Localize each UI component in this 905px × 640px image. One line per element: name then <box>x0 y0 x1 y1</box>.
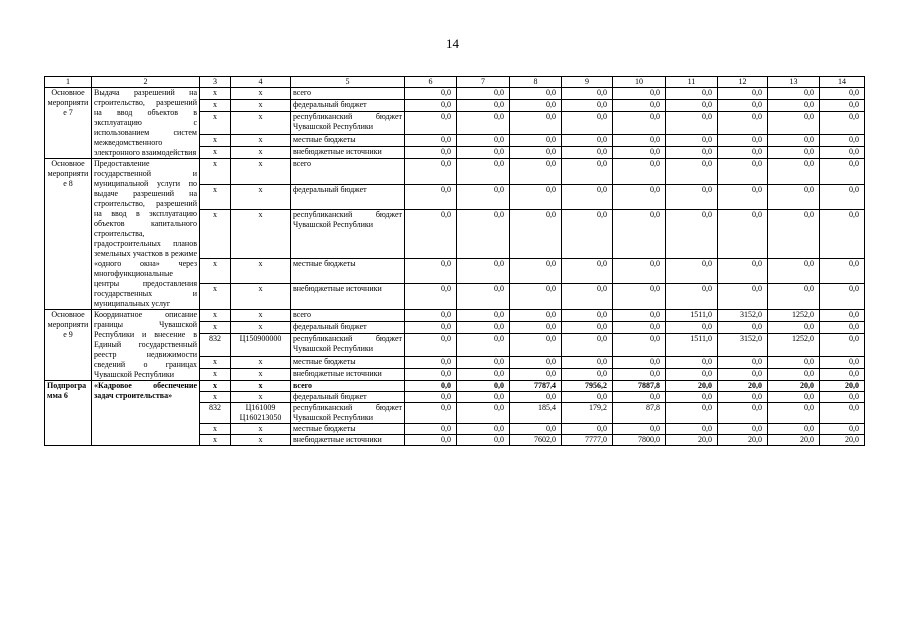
amount-cell: 0,0 <box>510 284 562 310</box>
funding-source-cell: всего <box>291 88 405 100</box>
amount-cell: 0,0 <box>562 112 613 135</box>
amount-cell: 0,0 <box>718 134 768 146</box>
funding-source-cell: всего <box>291 310 405 322</box>
amount-cell: 20,0 <box>820 435 865 446</box>
grbs-code-cell: x <box>200 310 231 322</box>
amount-cell: 0,0 <box>613 100 666 112</box>
amount-cell: 0,0 <box>510 184 562 210</box>
table-row <box>45 88 865 100</box>
amount-cell: 0,0 <box>562 210 613 259</box>
amount-cell: 0,0 <box>457 381 510 392</box>
amount-cell: 0,0 <box>457 134 510 146</box>
funding-source-cell: местные бюджеты <box>291 134 405 146</box>
amount-cell: 7777,0 <box>562 435 613 446</box>
amount-cell: 0,0 <box>666 368 718 380</box>
amount-cell: 0,0 <box>613 184 666 210</box>
amount-cell: 0,0 <box>613 392 666 403</box>
amount-cell: 0,0 <box>613 210 666 259</box>
amount-cell: 0,0 <box>457 112 510 135</box>
amount-cell: 0,0 <box>562 146 613 158</box>
amount-cell: 0,0 <box>562 424 613 435</box>
amount-cell: 0,0 <box>613 310 666 322</box>
amount-cell: 0,0 <box>613 258 666 284</box>
amount-cell: 0,0 <box>405 392 457 403</box>
amount-cell: 0,0 <box>666 184 718 210</box>
target-article-cell: x <box>231 184 291 210</box>
funding-source-cell: местные бюджеты <box>291 356 405 368</box>
row-group-description: «Кадровое обеспечение задач строительства» <box>92 381 200 446</box>
amount-cell: 0,0 <box>718 184 768 210</box>
amount-cell: 0,0 <box>613 368 666 380</box>
amount-cell: 0,0 <box>457 146 510 158</box>
target-article-cell: x <box>231 112 291 135</box>
amount-cell: 0,0 <box>405 258 457 284</box>
amount-cell: 0,0 <box>820 258 865 284</box>
grbs-code-cell: x <box>200 146 231 158</box>
amount-cell: 0,0 <box>457 322 510 334</box>
amount-cell: 0,0 <box>613 134 666 146</box>
amount-cell: 0,0 <box>768 112 820 135</box>
amount-cell: 1252,0 <box>768 334 820 357</box>
amount-cell: 0,0 <box>820 368 865 380</box>
amount-cell: 20,0 <box>666 435 718 446</box>
table-row <box>45 381 865 392</box>
funding-source-cell: федеральный бюджет <box>291 392 405 403</box>
amount-cell: 20,0 <box>768 381 820 392</box>
amount-cell: 0,0 <box>768 210 820 259</box>
amount-cell: 7787,4 <box>510 381 562 392</box>
amount-cell: 0,0 <box>613 334 666 357</box>
amount-cell: 87,8 <box>613 403 666 424</box>
amount-cell: 0,0 <box>562 134 613 146</box>
row-group-description: Выдача разрешений на строительство, разрешений на ввод объектов в эксплуатацию с использованием систем межведомственного электронного взаимодействия <box>92 88 200 159</box>
amount-cell: 20,0 <box>768 435 820 446</box>
amount-cell: 0,0 <box>457 284 510 310</box>
column-header: 8 <box>510 77 562 88</box>
amount-cell: 0,0 <box>666 100 718 112</box>
amount-cell: 0,0 <box>457 258 510 284</box>
target-article-cell: x <box>231 310 291 322</box>
amount-cell: 0,0 <box>405 184 457 210</box>
amount-cell: 0,0 <box>510 322 562 334</box>
amount-cell: 0,0 <box>457 310 510 322</box>
amount-cell: 0,0 <box>562 356 613 368</box>
row-group-name: Основное мероприятие 9 <box>45 310 92 381</box>
row-group-description: Предоставление государственной и муниципальной услуги по выдаче разрешений на строительство, разрешений на ввод в эксплуатацию объектов капитального строительства, градостроительных планов земельных участков в режиме «одного окна» через многофункциональные центры предоставления государственных и муниципальных услуг <box>92 159 200 310</box>
funding-source-cell: всего <box>291 381 405 392</box>
column-header: 6 <box>405 77 457 88</box>
target-article-cell: x <box>231 258 291 284</box>
amount-cell: 0,0 <box>718 322 768 334</box>
amount-cell: 0,0 <box>666 424 718 435</box>
amount-cell: 0,0 <box>613 424 666 435</box>
amount-cell: 0,0 <box>768 424 820 435</box>
amount-cell: 0,0 <box>768 184 820 210</box>
amount-cell: 0,0 <box>405 210 457 259</box>
column-header: 10 <box>613 77 666 88</box>
amount-cell: 0,0 <box>820 184 865 210</box>
amount-cell: 0,0 <box>510 310 562 322</box>
amount-cell: 0,0 <box>666 112 718 135</box>
row-group-name: Основное мероприятие 7 <box>45 88 92 159</box>
amount-cell: 0,0 <box>405 310 457 322</box>
amount-cell: 0,0 <box>510 258 562 284</box>
amount-cell: 0,0 <box>613 159 666 185</box>
column-header: 14 <box>820 77 865 88</box>
amount-cell: 0,0 <box>768 322 820 334</box>
target-article-cell: x <box>231 435 291 446</box>
amount-cell: 0,0 <box>405 424 457 435</box>
grbs-code-cell: x <box>200 435 231 446</box>
grbs-code-cell: x <box>200 284 231 310</box>
amount-cell: 0,0 <box>457 392 510 403</box>
amount-cell: 0,0 <box>562 88 613 100</box>
amount-cell: 0,0 <box>718 146 768 158</box>
amount-cell: 7956,2 <box>562 381 613 392</box>
amount-cell: 0,0 <box>820 159 865 185</box>
amount-cell: 0,0 <box>613 112 666 135</box>
amount-cell: 0,0 <box>510 88 562 100</box>
amount-cell: 0,0 <box>405 88 457 100</box>
amount-cell: 0,0 <box>666 356 718 368</box>
amount-cell: 0,0 <box>613 322 666 334</box>
amount-cell: 0,0 <box>405 284 457 310</box>
amount-cell: 0,0 <box>820 146 865 158</box>
grbs-code-cell: 832 <box>200 334 231 357</box>
amount-cell: 20,0 <box>718 381 768 392</box>
amount-cell: 0,0 <box>718 424 768 435</box>
target-article-cell: x <box>231 356 291 368</box>
amount-cell: 0,0 <box>820 112 865 135</box>
funding-source-cell: местные бюджеты <box>291 258 405 284</box>
amount-cell: 0,0 <box>666 322 718 334</box>
grbs-code-cell: x <box>200 356 231 368</box>
amount-cell: 0,0 <box>718 159 768 185</box>
amount-cell: 0,0 <box>718 368 768 380</box>
amount-cell: 0,0 <box>405 403 457 424</box>
funding-source-cell: республиканский бюджет Чувашской Республики <box>291 403 405 424</box>
amount-cell: 0,0 <box>820 100 865 112</box>
amount-cell: 0,0 <box>820 284 865 310</box>
column-header: 11 <box>666 77 718 88</box>
amount-cell: 0,0 <box>510 112 562 135</box>
amount-cell: 0,0 <box>718 403 768 424</box>
amount-cell: 0,0 <box>666 88 718 100</box>
amount-cell: 0,0 <box>718 392 768 403</box>
page-number: 14 <box>446 36 459 51</box>
row-group-name: Подпрограмма 6 <box>45 381 92 446</box>
amount-cell: 0,0 <box>405 146 457 158</box>
grbs-code-cell: x <box>200 210 231 259</box>
amount-cell: 0,0 <box>562 368 613 380</box>
amount-cell: 0,0 <box>457 159 510 185</box>
amount-cell: 0,0 <box>457 100 510 112</box>
amount-cell: 0,0 <box>562 334 613 357</box>
amount-cell: 0,0 <box>562 322 613 334</box>
amount-cell: 0,0 <box>613 356 666 368</box>
amount-cell: 0,0 <box>405 381 457 392</box>
amount-cell: 0,0 <box>613 146 666 158</box>
amount-cell: 0,0 <box>718 284 768 310</box>
amount-cell: 185,4 <box>510 403 562 424</box>
funding-source-cell: республиканский бюджет Чувашской Республики <box>291 334 405 357</box>
table-row <box>45 310 865 322</box>
amount-cell: 20,0 <box>666 381 718 392</box>
amount-cell: 0,0 <box>510 134 562 146</box>
amount-cell: 7887,8 <box>613 381 666 392</box>
amount-cell: 0,0 <box>510 100 562 112</box>
amount-cell: 0,0 <box>768 100 820 112</box>
column-header: 4 <box>231 77 291 88</box>
grbs-code-cell: x <box>200 184 231 210</box>
amount-cell: 0,0 <box>768 368 820 380</box>
amount-cell: 0,0 <box>457 88 510 100</box>
amount-cell: 0,0 <box>768 258 820 284</box>
grbs-code-cell: x <box>200 322 231 334</box>
amount-cell: 0,0 <box>613 284 666 310</box>
amount-cell: 0,0 <box>405 159 457 185</box>
grbs-code-cell: x <box>200 112 231 135</box>
amount-cell: 0,0 <box>820 310 865 322</box>
amount-cell: 0,0 <box>666 258 718 284</box>
amount-cell: 0,0 <box>510 356 562 368</box>
amount-cell: 0,0 <box>405 356 457 368</box>
amount-cell: 0,0 <box>405 112 457 135</box>
target-article-cell: Ц161009 Ц160213050 <box>231 403 291 424</box>
amount-cell: 0,0 <box>768 403 820 424</box>
amount-cell: 0,0 <box>613 88 666 100</box>
funding-source-cell: республиканский бюджет Чувашской Республики <box>291 210 405 259</box>
amount-cell: 0,0 <box>768 284 820 310</box>
amount-cell: 0,0 <box>820 334 865 357</box>
amount-cell: 0,0 <box>510 424 562 435</box>
amount-cell: 0,0 <box>562 159 613 185</box>
amount-cell: 0,0 <box>768 134 820 146</box>
amount-cell: 0,0 <box>510 334 562 357</box>
column-header: 5 <box>291 77 405 88</box>
amount-cell: 0,0 <box>457 184 510 210</box>
grbs-code-cell: x <box>200 134 231 146</box>
budget-table <box>44 76 865 446</box>
target-article-cell: Ц150900000 <box>231 334 291 357</box>
column-header: 7 <box>457 77 510 88</box>
amount-cell: 0,0 <box>457 210 510 259</box>
amount-cell: 0,0 <box>718 258 768 284</box>
funding-source-cell: федеральный бюджет <box>291 184 405 210</box>
amount-cell: 0,0 <box>718 112 768 135</box>
amount-cell: 0,0 <box>666 210 718 259</box>
grbs-code-cell: x <box>200 392 231 403</box>
amount-cell: 1511,0 <box>666 310 718 322</box>
amount-cell: 0,0 <box>768 356 820 368</box>
amount-cell: 3152,0 <box>718 310 768 322</box>
column-header: 9 <box>562 77 613 88</box>
funding-source-cell: федеральный бюджет <box>291 100 405 112</box>
amount-cell: 0,0 <box>457 424 510 435</box>
column-header: 3 <box>200 77 231 88</box>
amount-cell: 0,0 <box>457 435 510 446</box>
funding-source-cell: внебюджетные источники <box>291 368 405 380</box>
amount-cell: 179,2 <box>562 403 613 424</box>
column-header: 13 <box>768 77 820 88</box>
amount-cell: 0,0 <box>457 368 510 380</box>
amount-cell: 0,0 <box>820 322 865 334</box>
amount-cell: 0,0 <box>768 159 820 185</box>
target-article-cell: x <box>231 284 291 310</box>
column-header: 2 <box>92 77 200 88</box>
amount-cell: 1252,0 <box>768 310 820 322</box>
amount-cell: 0,0 <box>666 403 718 424</box>
grbs-code-cell: x <box>200 159 231 185</box>
column-header: 1 <box>45 77 92 88</box>
row-group-name: Основное мероприятие 8 <box>45 159 92 310</box>
amount-cell: 0,0 <box>510 159 562 185</box>
amount-cell: 0,0 <box>562 392 613 403</box>
amount-cell: 0,0 <box>405 322 457 334</box>
grbs-code-cell: x <box>200 381 231 392</box>
amount-cell: 0,0 <box>820 134 865 146</box>
amount-cell: 0,0 <box>718 210 768 259</box>
amount-cell: 3152,0 <box>718 334 768 357</box>
target-article-cell: x <box>231 210 291 259</box>
amount-cell: 20,0 <box>820 381 865 392</box>
amount-cell: 7800,0 <box>613 435 666 446</box>
amount-cell: 1511,0 <box>666 334 718 357</box>
amount-cell: 0,0 <box>666 159 718 185</box>
amount-cell: 0,0 <box>510 392 562 403</box>
amount-cell: 0,0 <box>820 356 865 368</box>
grbs-code-cell: x <box>200 424 231 435</box>
target-article-cell: x <box>231 134 291 146</box>
amount-cell: 0,0 <box>666 284 718 310</box>
table-header-row <box>45 77 865 88</box>
amount-cell: 0,0 <box>510 368 562 380</box>
grbs-code-cell: x <box>200 368 231 380</box>
amount-cell: 0,0 <box>666 392 718 403</box>
target-article-cell: x <box>231 381 291 392</box>
amount-cell: 20,0 <box>718 435 768 446</box>
amount-cell: 0,0 <box>510 210 562 259</box>
amount-cell: 0,0 <box>562 100 613 112</box>
funding-source-cell: внебюджетные источники <box>291 146 405 158</box>
target-article-cell: x <box>231 368 291 380</box>
amount-cell: 0,0 <box>666 134 718 146</box>
target-article-cell: x <box>231 322 291 334</box>
amount-cell: 0,0 <box>820 403 865 424</box>
amount-cell: 0,0 <box>562 258 613 284</box>
funding-source-cell: внебюджетные источники <box>291 284 405 310</box>
amount-cell: 0,0 <box>768 392 820 403</box>
amount-cell: 0,0 <box>820 424 865 435</box>
target-article-cell: x <box>231 159 291 185</box>
amount-cell: 0,0 <box>718 88 768 100</box>
amount-cell: 7602,0 <box>510 435 562 446</box>
target-article-cell: x <box>231 424 291 435</box>
funding-source-cell: местные бюджеты <box>291 424 405 435</box>
amount-cell: 0,0 <box>820 392 865 403</box>
amount-cell: 0,0 <box>562 284 613 310</box>
funding-source-cell: внебюджетные источники <box>291 435 405 446</box>
row-group-description: Координатное описание границы Чувашской Республики и внесение в Единый государственный реестр недвижимости сведений о границах Чувашской Республики <box>92 310 200 381</box>
amount-cell: 0,0 <box>666 146 718 158</box>
target-article-cell: x <box>231 392 291 403</box>
amount-cell: 0,0 <box>405 368 457 380</box>
grbs-code-cell: 832 <box>200 403 231 424</box>
grbs-code-cell: x <box>200 258 231 284</box>
amount-cell: 0,0 <box>562 310 613 322</box>
amount-cell: 0,0 <box>405 435 457 446</box>
amount-cell: 0,0 <box>405 134 457 146</box>
amount-cell: 0,0 <box>457 334 510 357</box>
amount-cell: 0,0 <box>820 88 865 100</box>
funding-source-cell: республиканский бюджет Чувашской Республики <box>291 112 405 135</box>
amount-cell: 0,0 <box>510 146 562 158</box>
target-article-cell: x <box>231 88 291 100</box>
column-header: 12 <box>718 77 768 88</box>
funding-source-cell: всего <box>291 159 405 185</box>
amount-cell: 0,0 <box>718 100 768 112</box>
amount-cell: 0,0 <box>820 210 865 259</box>
amount-cell: 0,0 <box>718 356 768 368</box>
amount-cell: 0,0 <box>457 356 510 368</box>
table-row <box>45 159 865 185</box>
amount-cell: 0,0 <box>405 100 457 112</box>
amount-cell: 0,0 <box>768 88 820 100</box>
grbs-code-cell: x <box>200 88 231 100</box>
amount-cell: 0,0 <box>457 403 510 424</box>
amount-cell: 0,0 <box>562 184 613 210</box>
amount-cell: 0,0 <box>768 146 820 158</box>
funding-source-cell: федеральный бюджет <box>291 322 405 334</box>
grbs-code-cell: x <box>200 100 231 112</box>
target-article-cell: x <box>231 146 291 158</box>
amount-cell: 0,0 <box>405 334 457 357</box>
target-article-cell: x <box>231 100 291 112</box>
